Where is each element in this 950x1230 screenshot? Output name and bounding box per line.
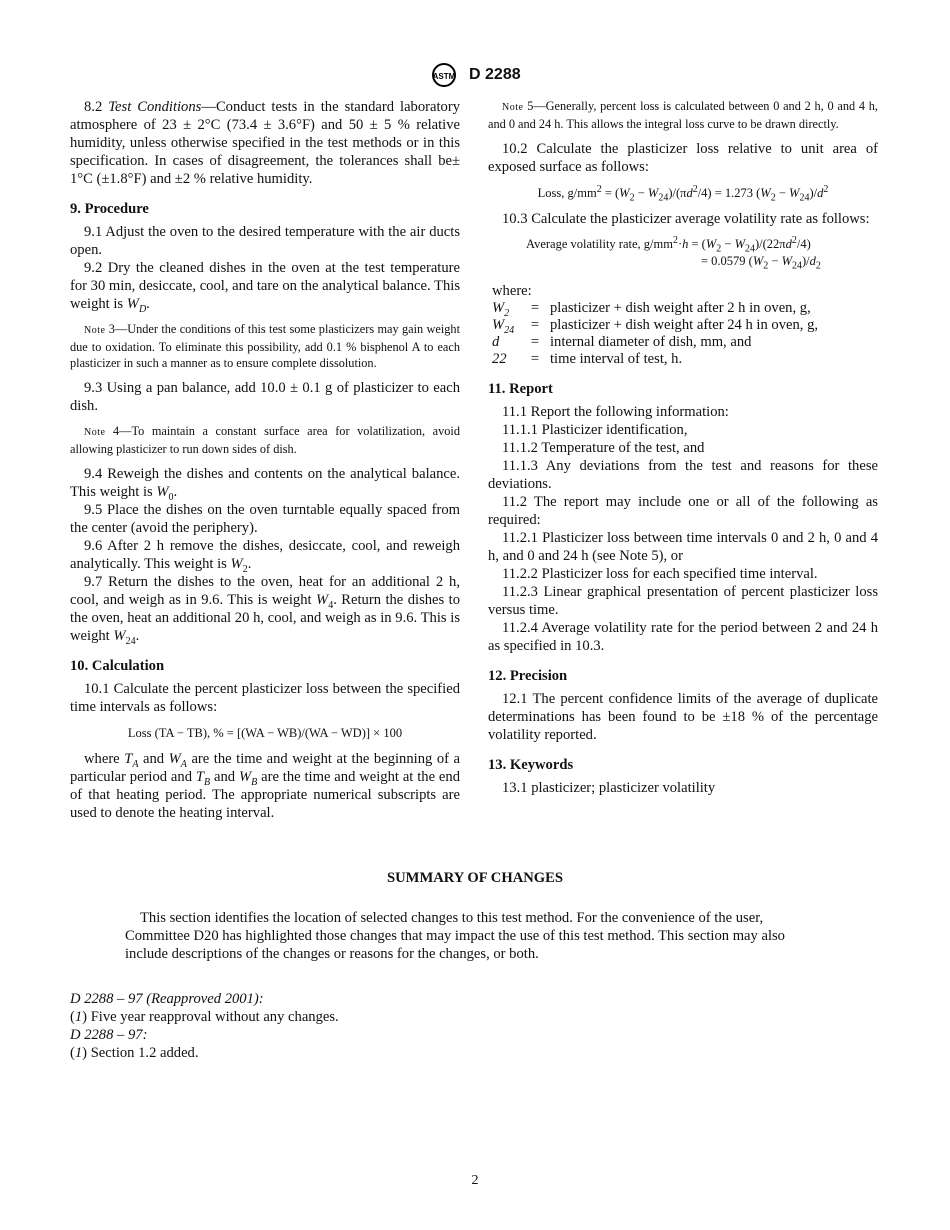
section-10-heading: 10. Calculation bbox=[70, 658, 165, 674]
note-4: Note 4—To maintain a constant surface area for volatilization, avoid allowing plasticizer to run down sides of dish. bbox=[70, 424, 460, 456]
para-9-3: 9.3 Using a pan balance, add 10.0 ± 0.1 g of plasticizer to each dish. bbox=[70, 380, 460, 414]
para-10-1: 10.1 Calculate the percent plasticizer loss between the specified time intervals as follows: bbox=[70, 681, 460, 715]
para-11-1: 11.1 Report the following information: bbox=[502, 404, 729, 420]
section-13-heading: 13. Keywords bbox=[488, 757, 574, 773]
section-11-heading: 11. Report bbox=[488, 381, 553, 397]
para-9-4: 9.4 Reweigh the dishes and contents on the analytical balance. This weight is $W_0$. bbox=[70, 466, 460, 503]
para-11-1-1: 11.1.1 Plasticizer identification, bbox=[502, 422, 688, 438]
where-row: 22 = time interval of test, h. bbox=[492, 351, 683, 367]
para-11-1-3: 11.1.3 Any deviations from the test and reasons for these deviations. bbox=[488, 458, 878, 492]
para-9-2: 9.2 Dry the cleaned dishes in the oven at the test temperature for 30 min, desiccate, cool, and tare on the analytical balance. This weight is $W_D$. bbox=[70, 260, 460, 315]
para-10-2: 10.2 Calculate the plasticizer loss relative to unit area of exposed surface as follows: bbox=[488, 141, 878, 175]
formula-loss: Loss (TA − TB), % = [(WA − WB)/(WA − WD)] × 100 bbox=[127, 726, 403, 740]
para-9-6: 9.6 After 2 h remove the dishes, desiccate, cool, and reweigh analytically. This weight is $W_2$. bbox=[70, 538, 460, 575]
para-11-2-3: 11.2.3 Linear graphical presentation of percent plasticizer loss versus time. bbox=[488, 584, 878, 618]
note-5: Note 5—Generally, percent loss is calculated between 0 and 2 h, 0 and 4 h, and 0 and 24 h. This allows the integral loss curve to be drawn directly. bbox=[488, 99, 878, 131]
formula-area-loss: Loss, $g/mm^2 = (W_2 - W_{24})/(\pi d^2/4) = 1.273$ $(W_2 - W_{24})/d^2$ bbox=[537, 183, 829, 204]
section-12-heading: 12. Precision bbox=[488, 668, 568, 684]
changes-list bbox=[70, 990, 570, 1062]
where-table bbox=[492, 300, 824, 368]
para-9-1: 9.1 Adjust the oven to the desired temperature with the air ducts open. bbox=[70, 224, 460, 258]
section-9-heading: 9. Procedure bbox=[70, 201, 149, 217]
page-header bbox=[0, 62, 950, 88]
para-9-7: 9.7 Return the dishes to the oven, heat for an additional 2 h, cool, and weigh as in 9.6. This is weight $W_4$. Return the dishes to the oven, heat an additional 20 h, cool, and weigh as in 9.6. This is weight $W_{24}$. bbox=[70, 574, 460, 647]
svg-text:ASTM: ASTM bbox=[433, 72, 456, 81]
page-number: 2 bbox=[471, 1173, 479, 1188]
para-8-2: 8.2 Test Conditions—Conduct tests in the standard laboratory atmosphere of 23 ± 2°C (73.4 ± 3.6°F) and 50 ± 5 % relative humidity, unless otherwise specified in the test methods or in this specification. In cases of disagreement, the tolerances shall be± 1°C (±1.8°F) and ±2 % relative humidity. bbox=[70, 99, 460, 187]
para-9-5: 9.5 Place the dishes on the oven turntable equally spaced from the center (avoid the periphery). bbox=[70, 502, 460, 536]
left-column bbox=[70, 98, 460, 822]
para-11-1-2: 11.1.2 Temperature of the test, and bbox=[502, 440, 705, 456]
para-12-1: 12.1 The percent confidence limits of the average of duplicate determinations has been found to be ±18 % of the percentage volatility reported. bbox=[488, 691, 878, 743]
para-11-2-2: 11.2.2 Plasticizer loss for each specified time interval. bbox=[502, 566, 818, 582]
para-11-2-1: 11.2.1 Plasticizer loss between time intervals 0 and 2 h, 0 and 4 h, and 0 and 24 h (see Note 5), or bbox=[488, 530, 878, 564]
where-block bbox=[488, 282, 878, 368]
para-10-3: 10.3 Calculate the plasticizer average volatility rate as follows: bbox=[502, 211, 870, 227]
summary-heading: SUMMARY OF CHANGES bbox=[387, 870, 563, 886]
where-label: where: bbox=[492, 283, 532, 299]
note-3: Note 3—Under the conditions of this test some plasticizers may gain weight due to oxidation. To eliminate this possibility, add 0.1 % bisphenol A to each plasticizer in such a manner as to ensure complete dissolution. bbox=[70, 322, 460, 370]
astm-logo-icon bbox=[429, 62, 459, 88]
designation: D 2288 bbox=[469, 66, 521, 83]
formula-volatility-rate: Average volatility rate, $g/mm^2\cdot h = (W_2 - W_{24})/(22\pi d^2/4)$ = 0.0579 $(W_2 - W_{24})/d_2$ bbox=[526, 234, 821, 272]
change-item: (1) Five year reapproval without any changes. bbox=[70, 1009, 339, 1025]
para-13-1: 13.1 plasticizer; plasticizer volatility bbox=[502, 780, 716, 796]
change-item: (1) Section 1.2 added. bbox=[70, 1045, 199, 1061]
summary-text: This section identifies the location of selected changes to this test method. For the convenience of the user, Committee D20 has highlighted those changes that may impact the use of this test method. This section may also include descriptions of the changes or reasons for the changes, or both. bbox=[125, 910, 785, 962]
para-11-2-4: 11.2.4 Average volatility rate for the period between 2 and 24 h as specified in 10.3. bbox=[488, 620, 878, 654]
right-column bbox=[488, 98, 878, 797]
para-10-1-where: where $T_A$ and $W_A$ are the time and weight at the beginning of a particular period and $T_B$ and $W_B$ are the time and weight at the end of that heating period. The appropriate numerical subscripts are used to denote the heating interval. bbox=[70, 751, 461, 821]
where-row: d = internal diameter of dish, mm, and bbox=[492, 334, 752, 350]
where-row: $W_2$ = plasticizer + dish weight after 2 h in oven, g, bbox=[492, 300, 811, 319]
para-11-2: 11.2 The report may include one or all of the following as required: bbox=[488, 494, 878, 528]
change-version-label: D 2288 – 97 (Reapproved 2001): bbox=[70, 991, 264, 1007]
where-row: $W_{24}$ = plasticizer + dish weight after 24 h in oven, g, bbox=[492, 317, 819, 336]
change-version-label: D 2288 – 97: bbox=[70, 1027, 148, 1043]
